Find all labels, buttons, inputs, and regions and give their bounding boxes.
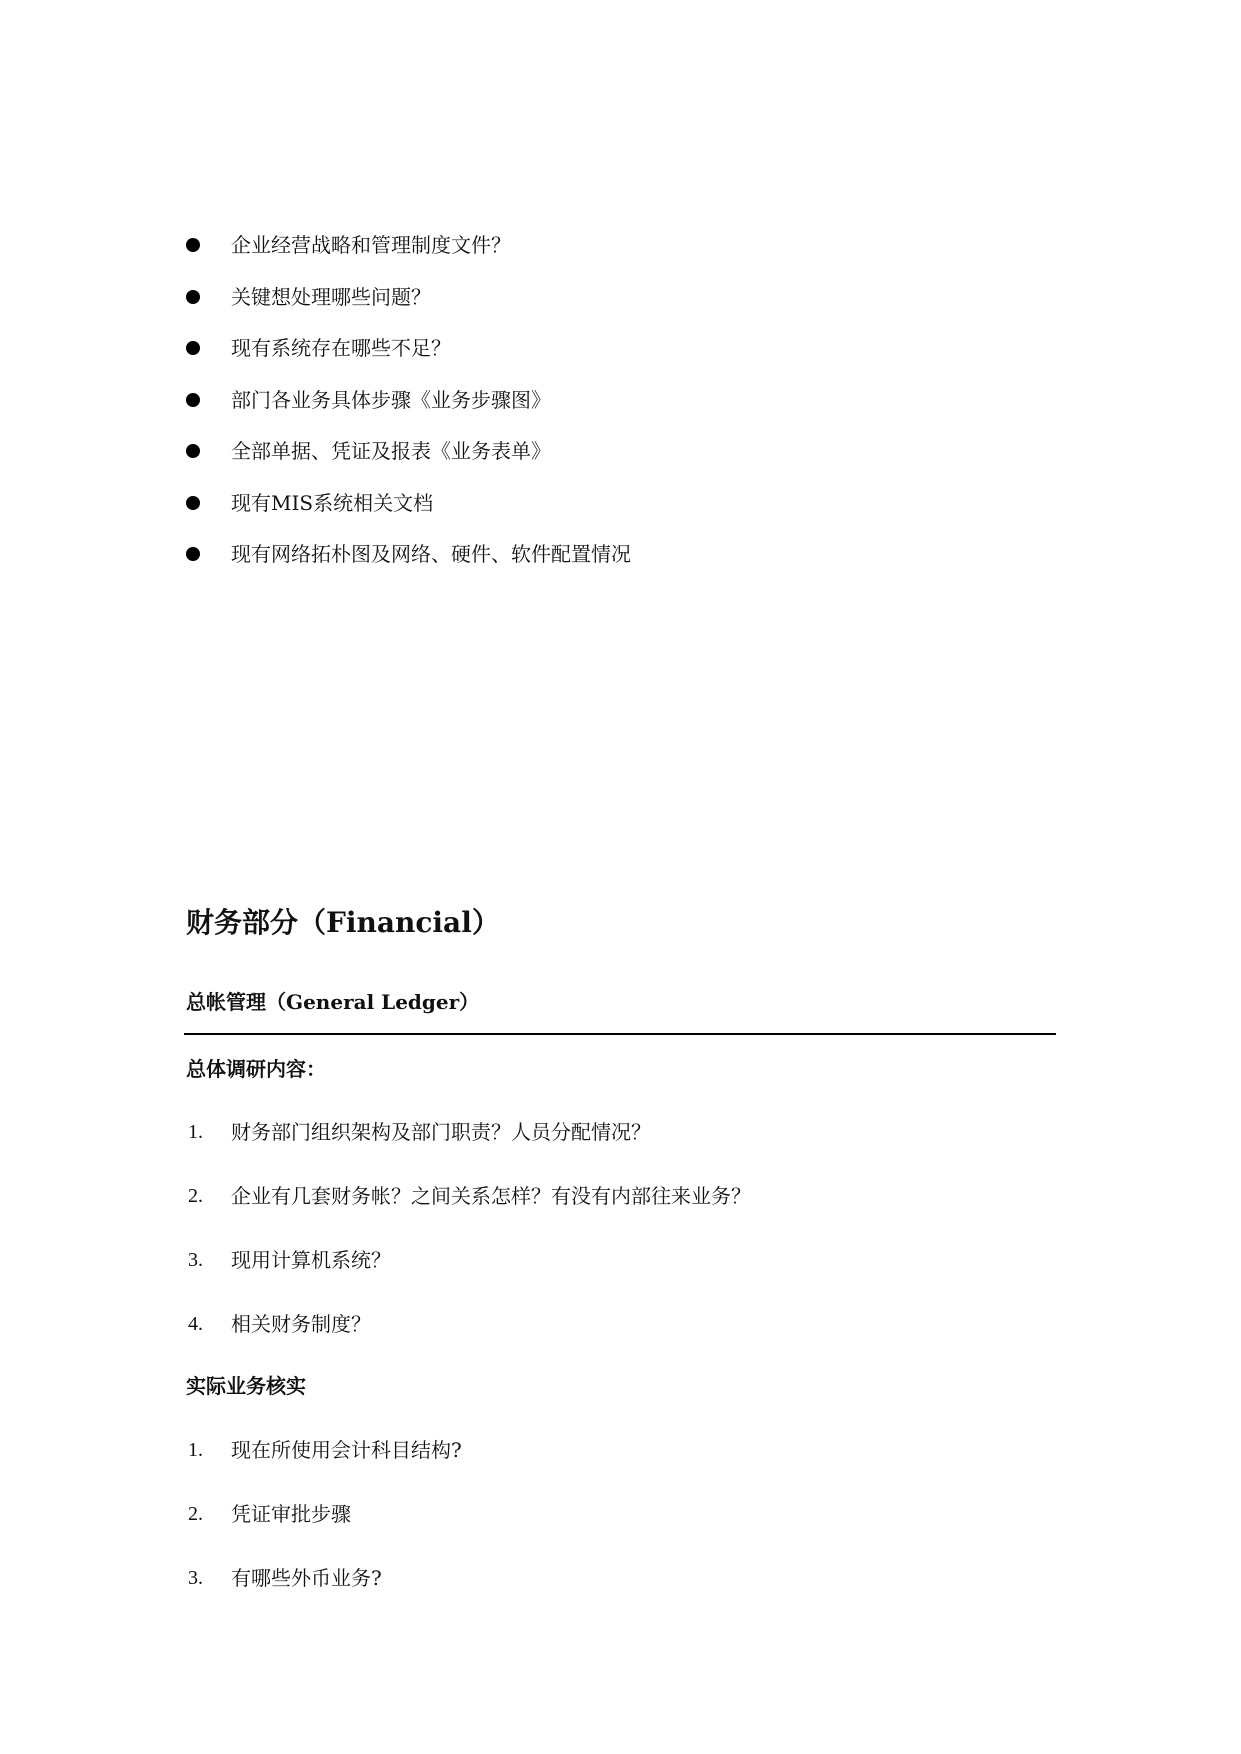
bullet-text: 全部单据、凭证及报表《业务表单》 [231,439,551,463]
bullet-text: 现有网络拓朴图及网络、硬件、软件配置情况 [231,542,631,566]
bullet-icon [186,444,200,458]
list-item-number: 1. [188,1121,203,1143]
list-item-text: 财务部门组织架构及部门职责？人员分配情况？ [231,1120,651,1144]
bullet-text: 关键想处理哪些问题？ [231,284,431,309]
list-item-text: 凭证审批步骤 [231,1502,351,1526]
bullet-text: 部门各业务具体步骤《业务步骤图》 [231,387,551,412]
list-item-text: 现用计算机系统？ [231,1248,391,1272]
section-title: 财务部分（Financial） [186,906,500,939]
bullet-icon [186,290,200,304]
list-item-text: 有哪些外币业务? [231,1566,382,1590]
horizontal-divider [184,1033,1056,1035]
bullet-text: 现有MIS系统相关文档 [231,490,434,515]
list-item-text: 相关财务制度？ [231,1312,371,1336]
list-item-text: 现在所使用会计科目结构? [231,1438,462,1462]
bullet-icon [186,341,200,355]
list-item-number: 2. [188,1185,203,1207]
bullet-icon [186,238,200,252]
list-item-number: 3. [188,1567,203,1589]
bullet-text: 现有系统存在哪些不足？ [231,336,451,360]
list-item-number: 2. [188,1503,203,1525]
bullet-icon [186,393,200,407]
list-item-number: 1. [188,1439,203,1461]
verify-label: 实际业务核实 [186,1374,306,1398]
bullet-icon [186,547,200,561]
list-item-text: 企业有几套财务帐？之间关系怎样？有没有内部往来业务？ [231,1184,751,1208]
survey-label: 总体调研内容： [186,1057,326,1081]
bullet-text: 企业经营战略和管理制度文件？ [231,233,511,257]
list-item-number: 3. [188,1249,203,1271]
bullet-icon [186,496,200,510]
section-subtitle: 总帐管理（General Ledger） [186,990,480,1014]
list-item-number: 4. [188,1313,203,1335]
